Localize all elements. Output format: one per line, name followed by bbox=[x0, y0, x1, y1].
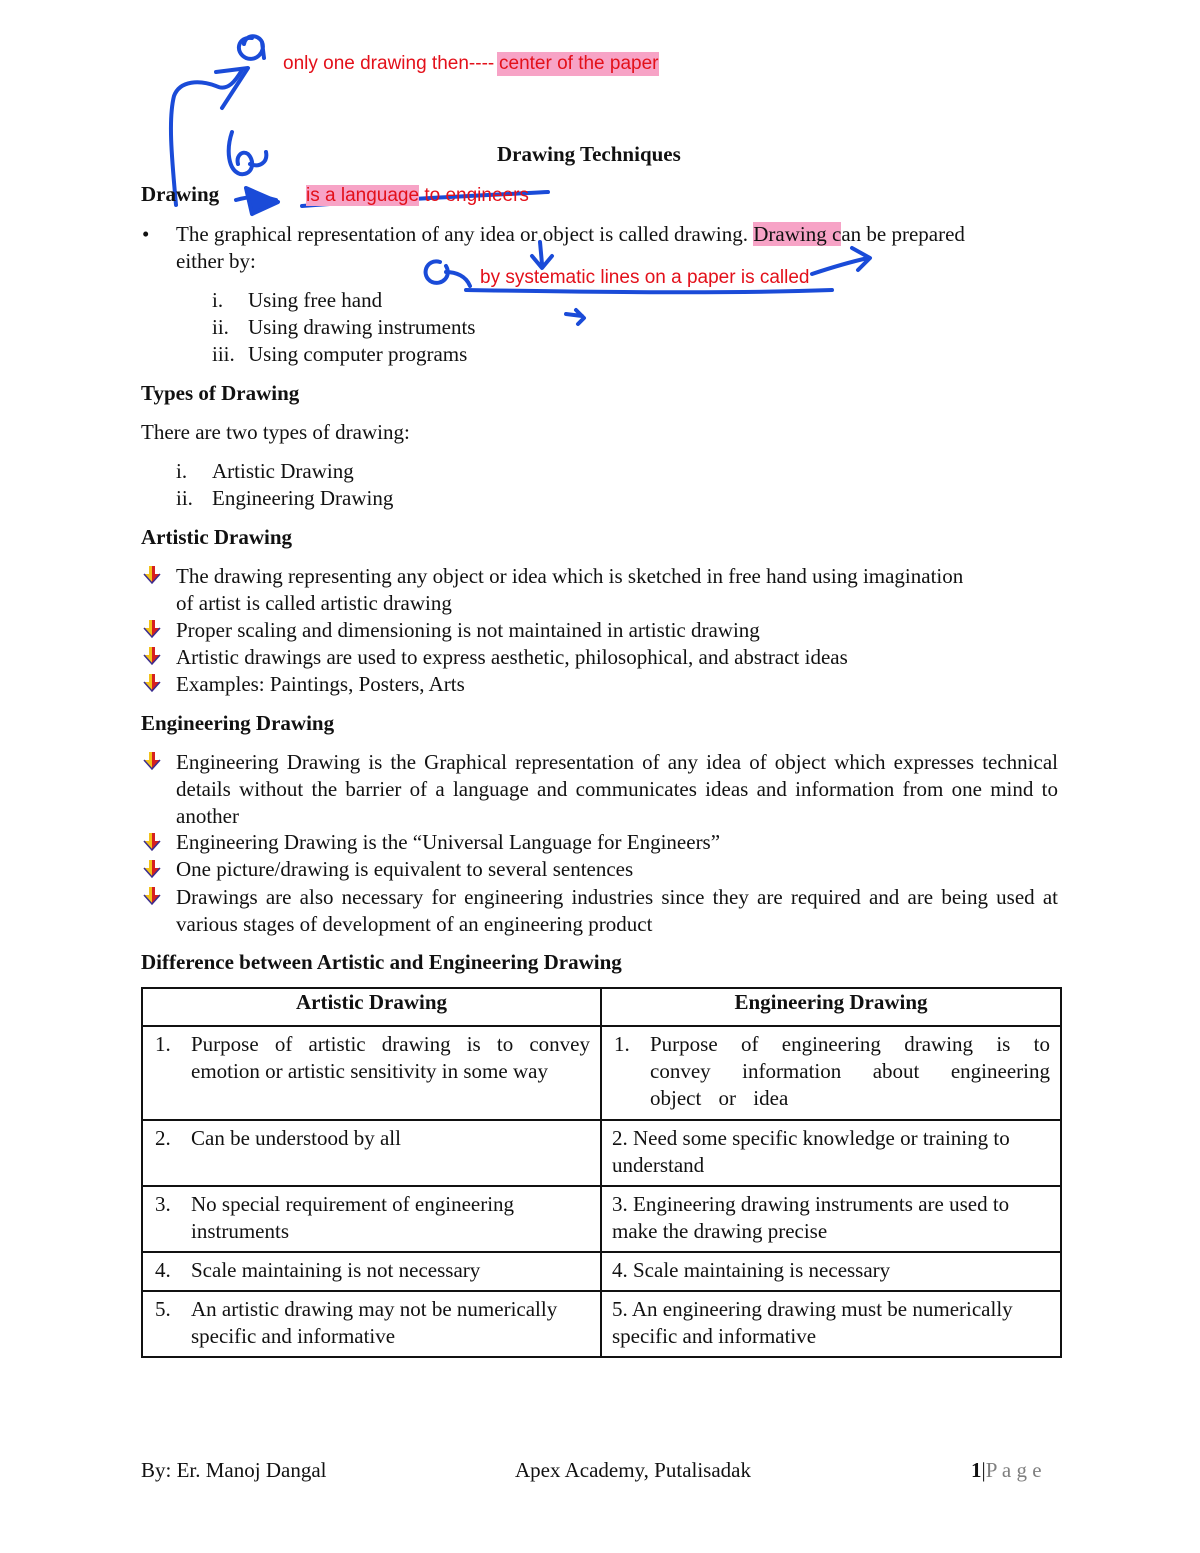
method-num-2: ii. bbox=[212, 315, 229, 339]
drawing-heading: Drawing bbox=[141, 182, 220, 206]
cell-text: Scale maintaining is not necessary bbox=[191, 1258, 481, 1282]
method-text-1: Using free hand bbox=[248, 288, 383, 312]
arrow-bullet-icon bbox=[142, 886, 162, 906]
method-num-3: iii. bbox=[212, 342, 235, 366]
note-top-part1: only one drawing then---- bbox=[283, 53, 495, 74]
arrow-bullet-icon bbox=[142, 673, 162, 693]
row-number: 1. bbox=[155, 1032, 171, 1056]
footer-page bbox=[971, 1458, 1042, 1483]
ink-arrow-to-drawing bbox=[812, 248, 870, 274]
table-cell-artistic bbox=[142, 1120, 601, 1186]
ink-letter-a-top bbox=[239, 36, 264, 59]
table-row bbox=[142, 1291, 1061, 1357]
table-cell-artistic bbox=[142, 1026, 601, 1120]
ink-underline-systematic bbox=[466, 290, 832, 292]
footer-institution: Apex Academy, Putalisadak bbox=[515, 1458, 751, 1482]
types-heading: Types of Drawing bbox=[141, 381, 300, 405]
type-text-1: Artistic Drawing bbox=[212, 459, 354, 483]
engineering-heading: Engineering Drawing bbox=[141, 711, 335, 735]
note-systematic: by systematic lines on a paper is called bbox=[480, 267, 810, 288]
table-cell-artistic bbox=[142, 1252, 601, 1291]
table-cell-engineering: 2. Need some specific knowledge or training to understand bbox=[601, 1120, 1061, 1186]
table-row bbox=[142, 1120, 1061, 1186]
engineering-bullet-4: Drawings are also necessary for engineering industries since they are required and are being used at various stages of development of an engineering product bbox=[176, 885, 1058, 936]
engineering-bullet-3: One picture/drawing is equivalent to several sentences bbox=[176, 857, 634, 881]
method-text-3: Using computer programs bbox=[248, 342, 468, 366]
ink-arrowhead-drawing bbox=[246, 188, 278, 214]
type-num-2: ii. bbox=[176, 486, 193, 510]
note-language bbox=[306, 185, 529, 207]
page-title: Drawing Techniques bbox=[497, 142, 681, 166]
artistic-bullet-2: Proper scaling and dimensioning is not maintained in artistic drawing bbox=[176, 618, 760, 642]
method-num-1: i. bbox=[212, 288, 224, 312]
drawing-bullet-pre: The graphical representation of any idea or object is called drawing. bbox=[176, 222, 754, 246]
arrow-bullet-icon bbox=[142, 619, 162, 639]
page-number: 1 bbox=[971, 1458, 982, 1482]
drawing-bullet-dot: • bbox=[142, 222, 150, 246]
arrow-bullet-icon bbox=[142, 565, 162, 585]
artistic-bullet-4: Examples: Paintings, Posters, Arts bbox=[176, 672, 465, 696]
arrow-bullet-icon bbox=[142, 646, 162, 666]
difference-heading: Difference between Artistic and Engineering Drawing bbox=[141, 950, 622, 974]
col-header-artistic: Artistic Drawing bbox=[142, 988, 601, 1026]
arrow-bullet-icon bbox=[142, 751, 162, 771]
note-language-highlight: is a language bbox=[306, 185, 420, 206]
table-cell-engineering: 5. An engineering drawing must be numerically specific and informative bbox=[601, 1291, 1061, 1357]
note-top-part2: center of the paper bbox=[499, 53, 659, 74]
table-cell-artistic bbox=[142, 1291, 601, 1357]
cell-text: Purpose of engineering drawing is to convey information about engineering object or idea bbox=[650, 1032, 1050, 1110]
row-number: 5. bbox=[155, 1297, 171, 1321]
table-header-row bbox=[142, 988, 1061, 1026]
type-num-1: i. bbox=[176, 459, 188, 483]
row-number: 2. bbox=[155, 1126, 171, 1150]
table-cell-engineering: 3. Engineering drawing instruments are used to make the drawing precise bbox=[601, 1186, 1061, 1252]
page-word: P a g e bbox=[985, 1458, 1042, 1482]
row-number: 3. bbox=[155, 1192, 171, 1216]
difference-table bbox=[141, 987, 1062, 1358]
cell-text: Purpose of artistic drawing is to convey emotion or artistic sensitivity in some way bbox=[191, 1032, 590, 1083]
table-row bbox=[142, 1252, 1061, 1291]
drawing-bullet-highlight: Drawing c bbox=[753, 222, 842, 246]
ink-small-arrow bbox=[566, 310, 584, 324]
ink-letter-b bbox=[229, 132, 267, 174]
col-header-engineering: Engineering Drawing bbox=[601, 988, 1061, 1026]
artistic-heading: Artistic Drawing bbox=[141, 525, 293, 549]
arrow-bullet-icon bbox=[142, 832, 162, 852]
ink-arrow-drawing bbox=[236, 197, 276, 200]
artistic-bullet-1-line1: The drawing representing any object or idea which is sketched in free hand using imagination bbox=[176, 564, 964, 588]
cell-text: No special requirement of engineering instruments bbox=[191, 1192, 515, 1243]
arrow-bullet-icon bbox=[142, 859, 162, 879]
footer-author: By: Er. Manoj Dangal bbox=[141, 1458, 327, 1482]
artistic-bullet-3: Artistic drawings are used to express aesthetic, philosophical, and abstract ideas bbox=[176, 645, 848, 669]
table-cell-engineering: 4. Scale maintaining is necessary bbox=[601, 1252, 1061, 1291]
engineering-bullet-2: Engineering Drawing is the “Universal Language for Engineers” bbox=[176, 830, 721, 854]
table-row bbox=[142, 1186, 1061, 1252]
drawing-bullet-post: an be prepared bbox=[841, 222, 965, 246]
artistic-bullet-1-line2: of artist is called artistic drawing bbox=[176, 591, 452, 615]
type-text-2: Engineering Drawing bbox=[212, 486, 394, 510]
table-cell-artistic bbox=[142, 1186, 601, 1252]
page-separator: | bbox=[981, 1458, 986, 1482]
ink-letter-c bbox=[426, 261, 470, 286]
table-cell-engineering bbox=[601, 1026, 1061, 1120]
table-row bbox=[142, 1026, 1061, 1120]
ink-arrow-head-top bbox=[216, 68, 248, 108]
cell-text: An artistic drawing may not be numerically specific and informative bbox=[191, 1297, 558, 1348]
types-intro: There are two types of drawing: bbox=[141, 420, 410, 444]
drawing-bullet-line1 bbox=[176, 222, 965, 247]
row-number: 1. bbox=[614, 1032, 630, 1056]
method-text-2: Using drawing instruments bbox=[248, 315, 476, 339]
engineering-bullet-1: Engineering Drawing is the Graphical representation of any idea of object which expresses technical details without the barrier of a language and communicates ideas and information from one mind to another bbox=[176, 750, 1058, 828]
drawing-bullet-line2: either by: bbox=[176, 249, 256, 273]
cell-text: Can be understood by all bbox=[191, 1126, 401, 1150]
row-number: 4. bbox=[155, 1258, 171, 1282]
note-language-rest: to engineers bbox=[419, 185, 529, 206]
